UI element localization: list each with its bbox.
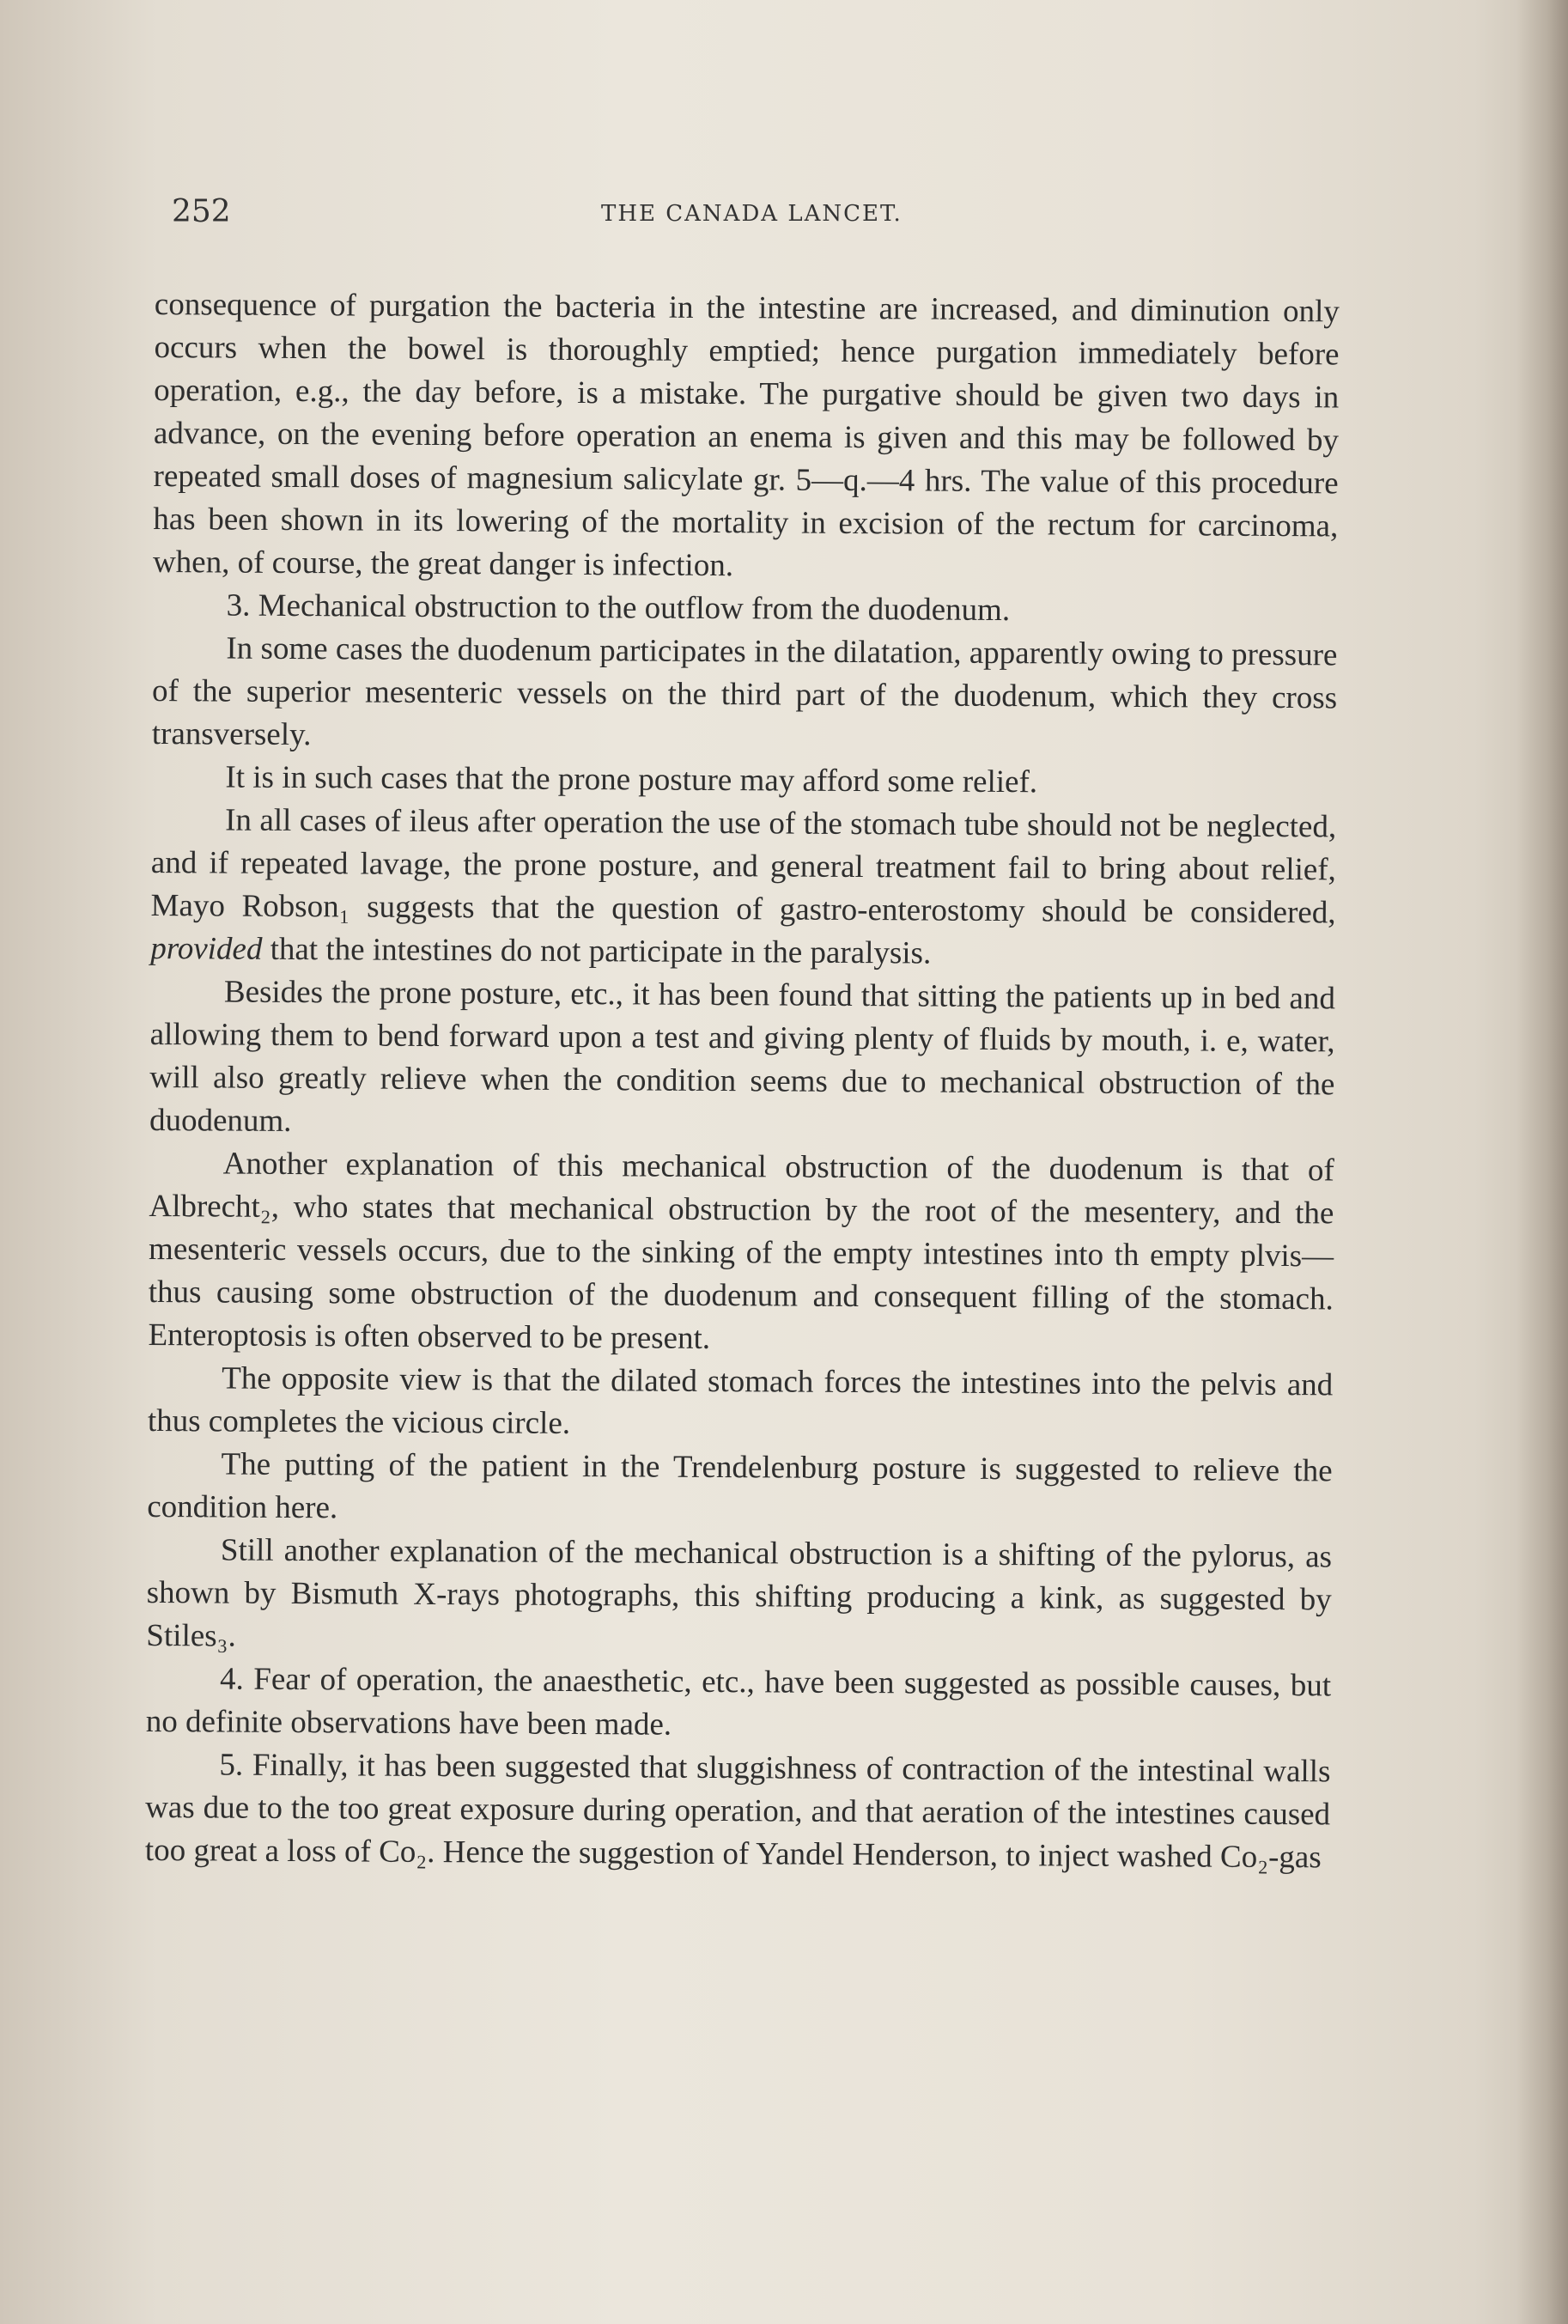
italic-word: provided	[150, 930, 263, 967]
page-edge-shadow	[1516, 0, 1568, 2324]
paragraph-5-tail: that the intestines do not participate in the paralysis.	[270, 931, 932, 971]
paragraph-10: Still another explanation of the mechanical obstruction is a shifting of the pylorus, as shown by Bismuth X-rays photographs, this shifting producing a kink, as suggested by Stiles₃.	[146, 1532, 1333, 1654]
paragraph-7: Another explanation of this mechanical obstruction of the duodenum is that of Albrecht₂, who states that mechanical obstruction by the root of the mesentery, and the mesenteric vessels occurs, due to the sinking of the empty intestines into th empty plvis—thus causing some obstruction of the duodenum and consequent filling of the stomach. Enteroptosis is often observed to be present.	[148, 1146, 1334, 1356]
paragraph-1: consequence of purgation the bacteria in the intestine are increased, and diminution only occurs when the bowel is thoroughly emptied; hence purgation immediately before operation, e.g., the day before, is a mistake. The purgative should be given two days in advance, on the evening before operation an enema is given and this may be followed by repeated small doses of magnesium salicylate gr. 5—q.—4 hrs. The value of this procedure has been shown in its lowering of the mortality in excision of the rectum for carcinoma, when, of course, the great danger is infection.	[152, 286, 1340, 584]
paragraph-6: Besides the prone posture, etc., it has been found that sitting the patients up in bed and allowing them to bend forward upon a test and giving plenty of fluids by mouth, i. e, water, will also greatly relieve when the condition seems due to mechanical obstruction of the duodenum.	[149, 974, 1336, 1139]
page-number: 252	[172, 194, 231, 229]
body-text	[143, 283, 1340, 2214]
paragraph-8: The opposite view is that the dilated stomach forces the intestines into the pelvis and thus completes the vicious circle.	[147, 1360, 1334, 1441]
paragraph-4: It is in such cases that the prone posture may afford some relief.	[225, 759, 1038, 800]
paragraph-12: 5. Finally, it has been suggested that sluggishness of contraction of the intestinal walls was due to the too great exposure during operation, and that aeration of the intestines caused too great a loss of Co₂. Hence the suggestion of Yandel Henderson, to inject washed Co₂-gas	[144, 1747, 1331, 1876]
page-header	[172, 194, 1340, 246]
paragraph-9: The putting of the patient in the Trendelenburg posture is suggested to relieve the condition here.	[147, 1446, 1333, 1526]
paragraph-2: 3. Mechanical obstruction to the outflow from the duodenum.	[226, 587, 1011, 629]
paragraph-11: 4. Fear of operation, the anaesthetic, etc., have been suggested as possible causes, but no definite observations have been made.	[145, 1661, 1332, 1743]
paragraph-3: In some cases the duodenum participates in the dilatation, apparently owing to pressure of the superior mesenteric vessels on the third part of the duodenum, which they cross transversely.	[151, 630, 1338, 753]
paragraph-5	[150, 799, 1336, 977]
paragraph-5-text: In all cases of ileus after operation the use of the stomach tube should not be neglected, and if repeated lavage, the prone posture, and general treatment fail to bring about relief, Mayo Robson₁ suggests that the question of gastro-enterostomy should be considered,	[150, 802, 1337, 931]
running-head: THE CANADA LANCET.	[601, 201, 903, 227]
